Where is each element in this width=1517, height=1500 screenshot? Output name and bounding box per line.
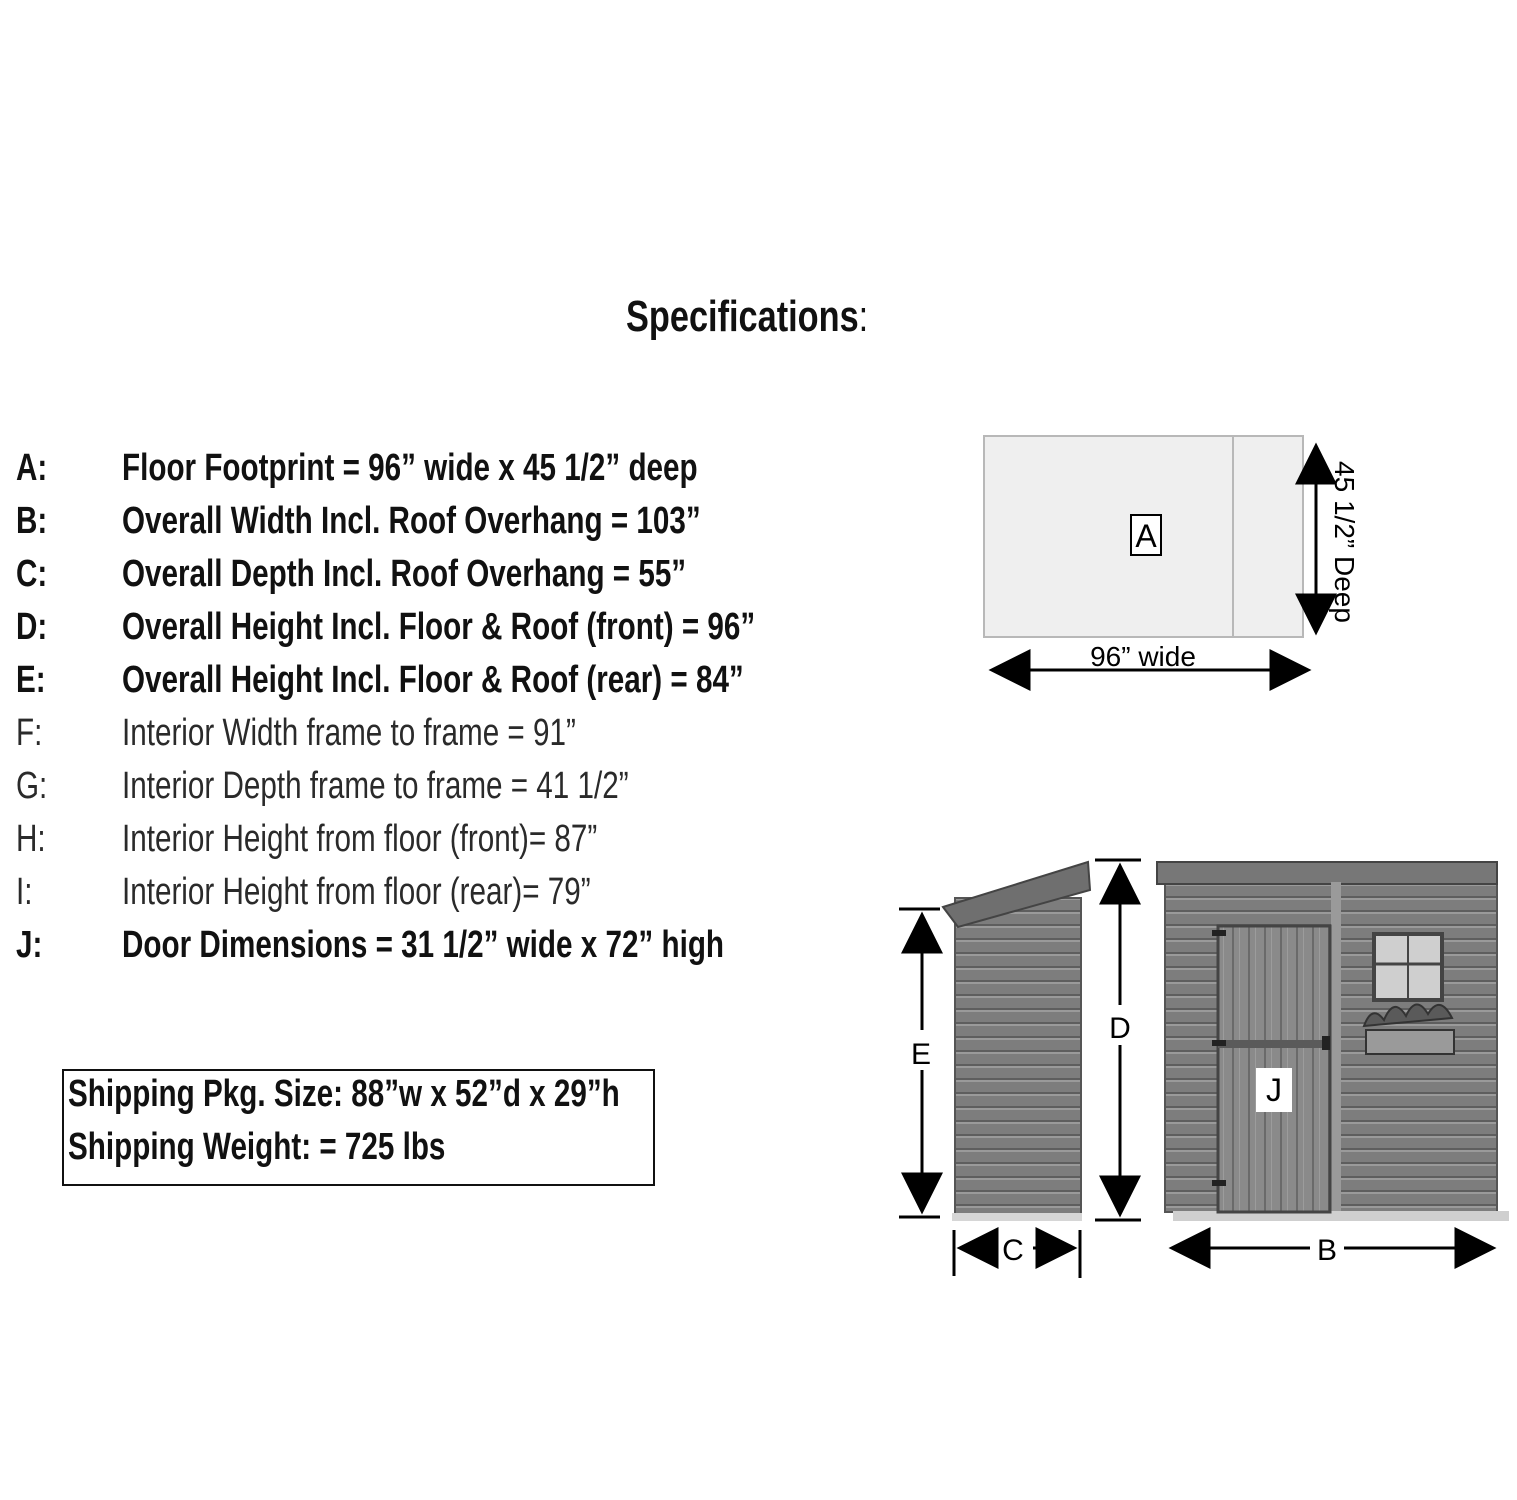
- floor-width-label: 96” wide: [1090, 641, 1196, 672]
- spec-letter: C:: [16, 553, 48, 595]
- spec-text: Overall Depth Incl. Roof Overhang = 55”: [122, 553, 687, 595]
- spec-text: Door Dimensions = 31 1/2” wide x 72” high: [122, 924, 725, 966]
- spec-text: Floor Footprint = 96” wide x 45 1/2” deep: [122, 447, 698, 489]
- spec-text: Overall Height Incl. Floor & Roof (rear) = 84”: [122, 659, 744, 701]
- floor-label: A: [1135, 518, 1157, 554]
- front-view: [1157, 862, 1509, 1267]
- spec-letter: B:: [16, 500, 48, 542]
- spec-letter: H:: [16, 818, 46, 860]
- side-view: [899, 860, 1141, 1278]
- side-wall: [955, 898, 1081, 1218]
- width-label: B: [1316, 1234, 1338, 1267]
- height-rear-label: E: [910, 1038, 932, 1071]
- shipping-size: Shipping Pkg. Size: 88”w x 52”d x 29”h: [68, 1073, 620, 1115]
- side-base: [952, 1213, 1082, 1221]
- spec-letter: A:: [16, 447, 48, 489]
- spec-letter: D:: [16, 606, 48, 648]
- spec-text: Interior Height from floor (front)= 87”: [122, 818, 598, 860]
- spec-letter: J:: [16, 924, 43, 966]
- shipping-weight: Shipping Weight: = 725 lbs: [68, 1126, 446, 1168]
- front-roof-fascia: [1157, 862, 1497, 884]
- spec-text: Overall Width Incl. Roof Overhang = 103”: [122, 500, 701, 542]
- height-front-label: D: [1109, 1012, 1131, 1045]
- spec-letter: E:: [16, 659, 46, 701]
- spec-text: Overall Height Incl. Floor & Roof (front) = 96”: [122, 606, 756, 648]
- front-post: [1331, 882, 1341, 1212]
- flower-box: [1366, 1030, 1454, 1054]
- spec-letter: G:: [16, 765, 48, 807]
- floor-depth-label: 45 1/2” Deep: [1329, 461, 1360, 623]
- spec-letter: I:: [16, 871, 33, 913]
- spec-letter: F:: [16, 712, 43, 754]
- spec-text: Interior Width frame to frame = 91”: [122, 712, 576, 754]
- depth-label: C: [1002, 1234, 1024, 1267]
- spec-text: Interior Depth frame to frame = 41 1/2”: [122, 765, 629, 807]
- floor-plan: [984, 436, 1360, 672]
- door-label: J: [1266, 1072, 1282, 1108]
- page-title: Specifications:: [626, 292, 869, 341]
- spec-text: Interior Height from floor (rear)= 79”: [122, 871, 591, 913]
